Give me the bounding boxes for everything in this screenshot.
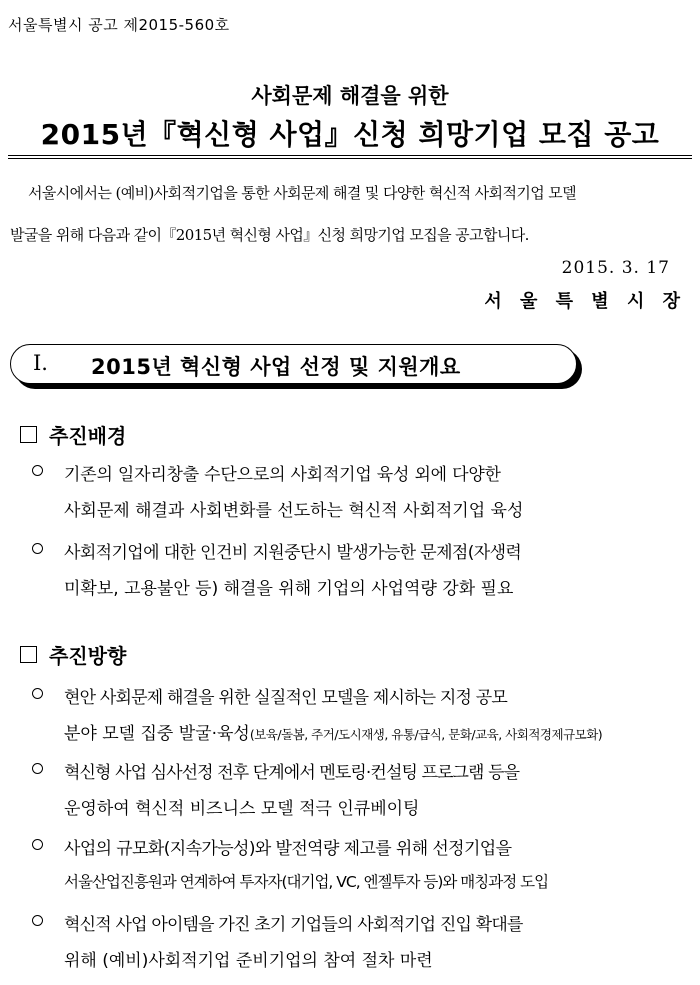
direction-item-3-line-2: 서울산업진흥원과 연계하여 투자자(대기업, VC, 엔젤투자 등)와 매칭과정 도입	[64, 873, 549, 891]
direction-item-2-line-2: 운영하여 혁신적 비즈니스 모델 적극 인큐베이팅	[64, 799, 420, 819]
circle-bullet-icon	[32, 839, 43, 850]
direction-item-3-line-1: 사업의 규모화(지속가능성)와 발전역량 제고를 위해 선정기업을	[64, 839, 512, 859]
direction-item-1-line-2-detail: (보육/돌봄, 주거/도시재생, 유통/급식, 문화/교육, 사회적경제규모화)	[249, 727, 603, 742]
issuer: 서 울 특 별 시 장	[484, 291, 686, 312]
background-item-1-line-2: 사회문제 해결과 사회변화를 선도하는 혁신적 사회적기업 육성	[64, 501, 524, 521]
circle-bullet-icon	[32, 763, 43, 774]
direction-item-4-line-2: 위해 (예비)사회적기업 준비기업의 참여 절차 마련	[64, 951, 433, 971]
background-item-2-line-2: 미확보, 고용불안 등) 해결을 위해 기업의 사업역량 강화 필요	[64, 579, 514, 599]
circle-bullet-icon	[32, 465, 43, 476]
direction-item-1-line-1: 현안 사회문제 해결을 위한 실질적인 모델을 제시하는 지정 공모	[64, 688, 508, 708]
circle-bullet-icon	[32, 688, 43, 699]
notice-number: 서울특별시 공고 제2015-560호	[8, 16, 230, 34]
direction-item-4-line-1: 혁신적 사업 아이템을 가진 초기 기업들의 사회적기업 진입 확대를	[64, 915, 523, 935]
circle-bullet-icon	[32, 543, 43, 554]
circle-bullet-icon	[32, 915, 43, 926]
section-number: Ⅰ.	[33, 351, 48, 375]
page-title: 2015년『혁신형 사업』신청 희망기업 모집 공고	[40, 118, 660, 151]
checkbox-square-icon	[20, 646, 37, 663]
checkbox-square-icon	[20, 426, 37, 443]
direction-item-2-line-1: 혁신형 사업 심사선정 전후 단계에서 멘토링·컨설팅 프로그램 등을	[64, 763, 520, 783]
subtitle: 사회문제 해결을 위한	[251, 84, 449, 108]
direction-item-1-line-2	[64, 719, 602, 744]
background-item-2-line-1: 사회적기업에 대한 인건비 지원중단시 발생가능한 문제점(자생력	[64, 543, 522, 563]
section-header	[10, 344, 577, 384]
direction-item-1-line-2-main: 분야 모델 집중 발굴·육성	[64, 724, 250, 744]
background-heading	[20, 420, 126, 449]
background-heading-label: 추진배경	[49, 424, 127, 448]
title-divider-bottom	[8, 158, 692, 159]
intro-line-2: 발굴을 위해 다음과 같이『2015년 혁신형 사업』신청 희망기업 모집을 공고합니다.	[10, 226, 529, 244]
intro-line-1: 서울시에서는 (예비)사회적기업을 통한 사회문제 해결 및 다양한 혁신적 사회적기업 모델	[28, 184, 577, 202]
direction-heading-label: 추진방향	[49, 644, 127, 668]
notice-date: 2015. 3. 17	[561, 258, 670, 278]
background-item-1-line-1: 기존의 일자리창출 수단으로의 사회적기업 육성 외에 다양한	[64, 465, 501, 485]
direction-heading	[20, 640, 126, 669]
section-title: 2015년 혁신형 사업 선정 및 지원개요	[91, 355, 461, 379]
title-divider-top	[8, 155, 692, 156]
